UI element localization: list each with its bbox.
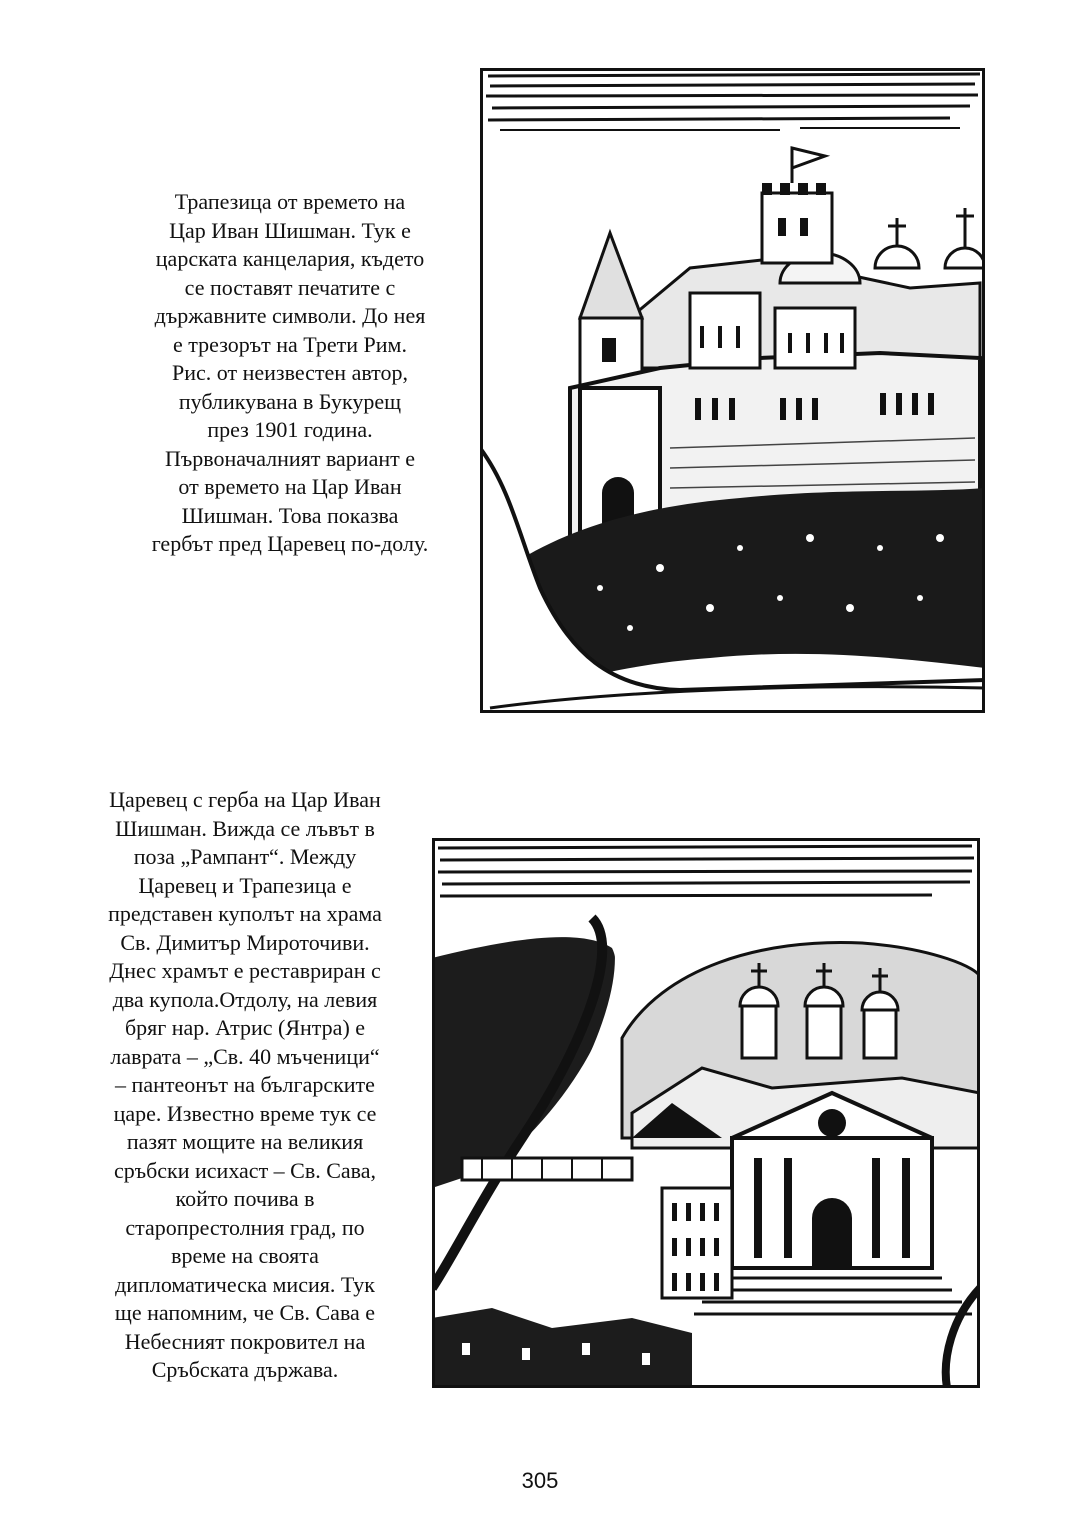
caption-line: Шишман. Това показва <box>181 502 399 528</box>
caption-line: представен куполът на храма <box>108 901 382 926</box>
caption-line: през 1901 година. <box>207 417 373 442</box>
caption-line: Небесният покровител на <box>124 1328 366 1354</box>
illustration-trapezitsa-fortress <box>480 68 985 713</box>
caption-trapezitsa <box>120 188 460 559</box>
caption-line: гербът пред Царевец по-долу. <box>151 531 429 556</box>
caption-line: се поставят печатите с <box>184 274 396 300</box>
caption-line: Днес храмът е реставриран с <box>109 958 381 983</box>
caption-line: който почива в <box>175 1186 315 1211</box>
caption-line: държавните символи. До нея <box>154 303 426 328</box>
caption-line: лаврата – „Св. 40 мъченици“ <box>110 1043 380 1069</box>
caption-line: време на своята <box>171 1243 319 1268</box>
caption-line: Царевец и Трапезица е <box>138 872 352 898</box>
caption-line: Св. Димитър Мироточиви. <box>120 929 370 955</box>
caption-line: Рис. от неизвестен автор, <box>171 360 409 385</box>
caption-line: Първоначалният вариант е <box>165 445 415 471</box>
caption-line: старопрестолния град, по <box>125 1214 365 1240</box>
caption-line: е трезорът на Трети Рим. <box>173 331 407 357</box>
caption-line: Сръбската държава. <box>151 1357 339 1382</box>
caption-line: сръбски исихаст – Св. Сава, <box>113 1157 377 1183</box>
caption-line: дипломатическа мисия. Тук <box>115 1271 375 1297</box>
caption-line: поза „Рампант“. Между <box>133 844 357 869</box>
caption-line: – пантеонът на българските <box>115 1072 375 1097</box>
caption-line: ще напомним, че Св. Сава е <box>114 1300 376 1325</box>
caption-line: бряг нар. Атрис (Янтра) е <box>124 1015 366 1040</box>
caption-line: Цар Иван Шишман. Тук е <box>169 217 411 243</box>
caption-line: от времето на Цар Иван <box>178 474 402 499</box>
caption-line: Трапезица от времето на <box>174 189 406 214</box>
illustration-tsarevets-church <box>432 838 980 1388</box>
caption-line: пазят мощите на великия <box>126 1129 364 1154</box>
caption-line: Шишман. Вижда се лъвът в <box>115 815 375 841</box>
caption-tsarevets <box>60 786 430 1385</box>
caption-line: Царевец с герба на Цар Иван <box>109 787 381 812</box>
page-number: 305 <box>521 1468 559 1493</box>
caption-line: два купола.Отдолу, на левия <box>112 986 378 1012</box>
caption-line: публикувана в Букурещ <box>178 388 402 414</box>
caption-line: царе. Известно време тук се <box>113 1100 377 1126</box>
caption-line: царската канцелария, където <box>155 246 425 271</box>
